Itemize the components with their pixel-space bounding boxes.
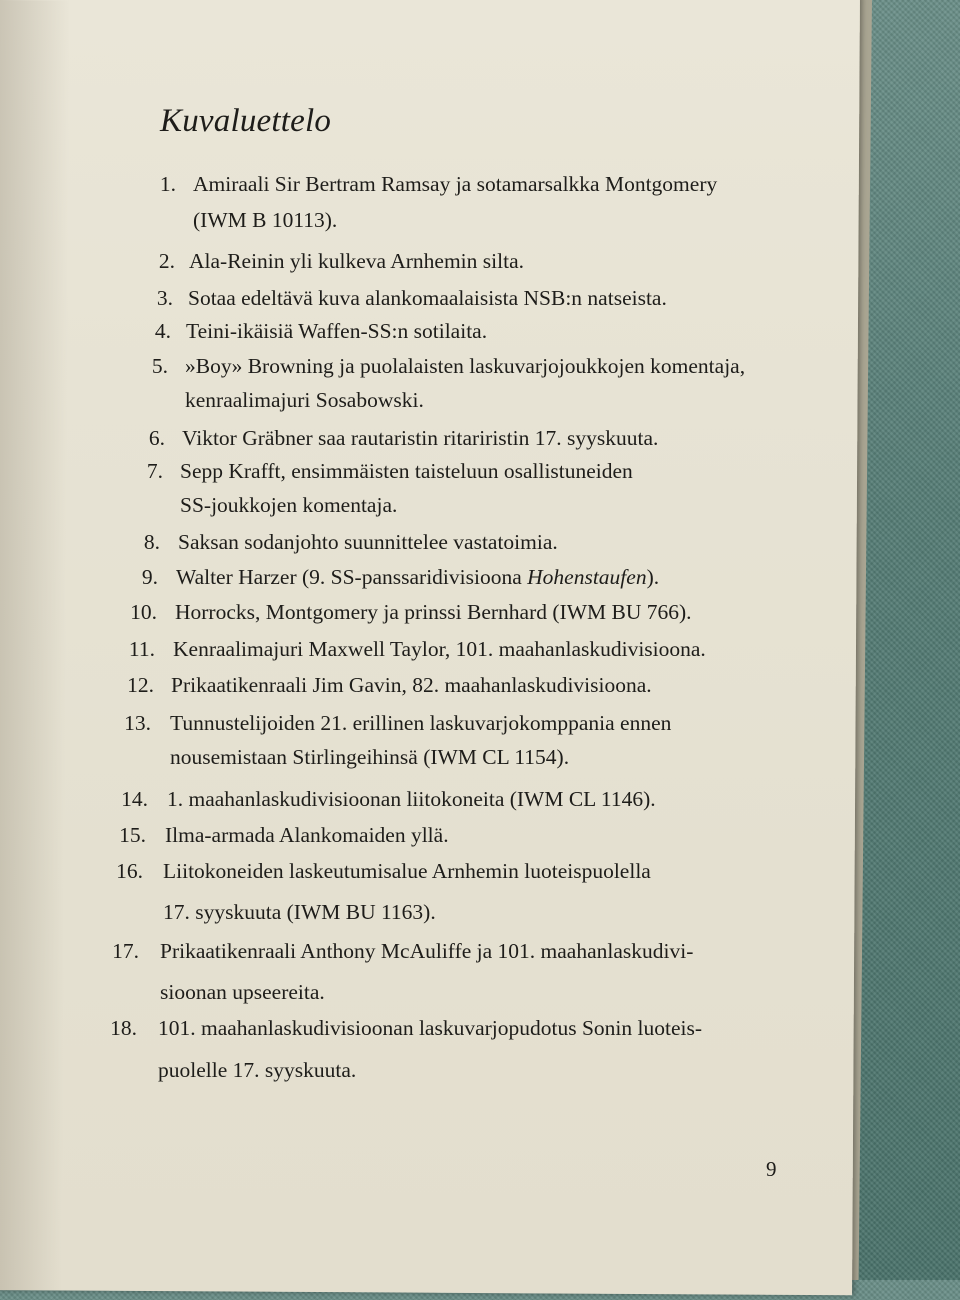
entry-text-line: Horrocks, Montgomery ja prinssi Bernhard (IWM BU 766). xyxy=(175,600,692,624)
entry-text-line: 101. maahanlaskudivisioonan laskuvarjopudotus Sonin luoteis- xyxy=(158,1016,703,1040)
entry-number: 1. xyxy=(159,172,176,196)
entry-text-line: Liitokoneiden laskeutumisalue Arnhemin luoteispuolella xyxy=(163,859,651,883)
entry-text-line: 17. syyskuuta (IWM BU 1163). xyxy=(163,900,436,924)
entry-text-line: Saksan sodanjohto suunnittelee vastatoimia. xyxy=(178,530,558,554)
entry-number: 13. xyxy=(124,711,151,735)
page-title: Kuvaluettelo xyxy=(160,103,332,139)
entry-text-line: puolelle 17. syyskuuta. xyxy=(158,1058,357,1082)
entry-text-line: Kenraalimajuri Maxwell Taylor, 101. maahanlaskudivisioona. xyxy=(173,637,706,661)
entry-number: 9. xyxy=(141,565,158,589)
entry-text-line: Prikaatikenraali Anthony McAuliffe ja 101. maahanlaskudivi- xyxy=(160,939,694,963)
entry-text-line: »Boy» Browning ja puolalaisten laskuvarjojoukkojen komentaja, xyxy=(185,354,746,378)
entry-text-line: (IWM B 10113). xyxy=(193,208,338,232)
entry-text-line: kenraalimajuri Sosabowski. xyxy=(185,388,424,412)
entry-text-line: nousemistaan Stirlingeihinsä (IWM CL 1154). xyxy=(170,745,570,769)
entry-number: 3. xyxy=(156,286,173,310)
entry-number: 8. xyxy=(143,530,160,554)
entry-text-line: Prikaatikenraali Jim Gavin, 82. maahanlaskudivisioona. xyxy=(171,673,652,697)
entry-text-line: Sepp Krafft, ensimmäisten taisteluun osallistuneiden xyxy=(180,459,633,483)
entry-number: 11. xyxy=(128,637,155,661)
entry-text-line: Teini-ikäisiä Waffen-SS:n sotilaita. xyxy=(186,319,488,343)
entry-text-line: Ilma-armada Alankomaiden yllä. xyxy=(165,823,449,847)
entry-text-line: Viktor Gräbner saa rautaristin ritariristin 17. syyskuuta. xyxy=(182,426,659,450)
entry-number: 2. xyxy=(158,249,175,273)
entry-text-line: Amiraali Sir Bertram Ramsay ja sotamarsalkka Montgomery xyxy=(193,172,718,196)
entry-number: 6. xyxy=(148,426,165,450)
entry-number: 14. xyxy=(121,787,148,811)
page-number: 9 xyxy=(766,1157,777,1181)
entry-text-line: Sotaa edeltävä kuva alankomaalaisista NSB:n natseista. xyxy=(188,286,667,310)
entry-number: 12. xyxy=(127,673,154,697)
entry-number: 4. xyxy=(154,319,171,343)
entry-text-line: Walter Harzer (9. SS-panssaridivisioona Hohenstaufen). xyxy=(176,565,660,589)
entry-number: 17. xyxy=(112,939,139,963)
entry-number: 5. xyxy=(151,354,168,378)
entry-number: 7. xyxy=(146,459,163,483)
entry-text-line: sioonan upseereita. xyxy=(160,980,325,1004)
entry-text-line: SS-joukkojen komentaja. xyxy=(180,493,398,517)
entry-number: 10. xyxy=(130,600,157,624)
entry-text-line: Ala-Reinin yli kulkeva Arnhemin silta. xyxy=(189,249,524,273)
entry-number: 16. xyxy=(116,859,143,883)
entry-number: 15. xyxy=(119,823,146,847)
entry-number: 18. xyxy=(110,1016,137,1040)
entry-text-line: Tunnustelijoiden 21. erillinen laskuvarjokomppania ennen xyxy=(170,711,672,735)
entry-text-line: 1. maahanlaskudivisioonan liitokoneita (IWM CL 1146). xyxy=(167,787,656,811)
